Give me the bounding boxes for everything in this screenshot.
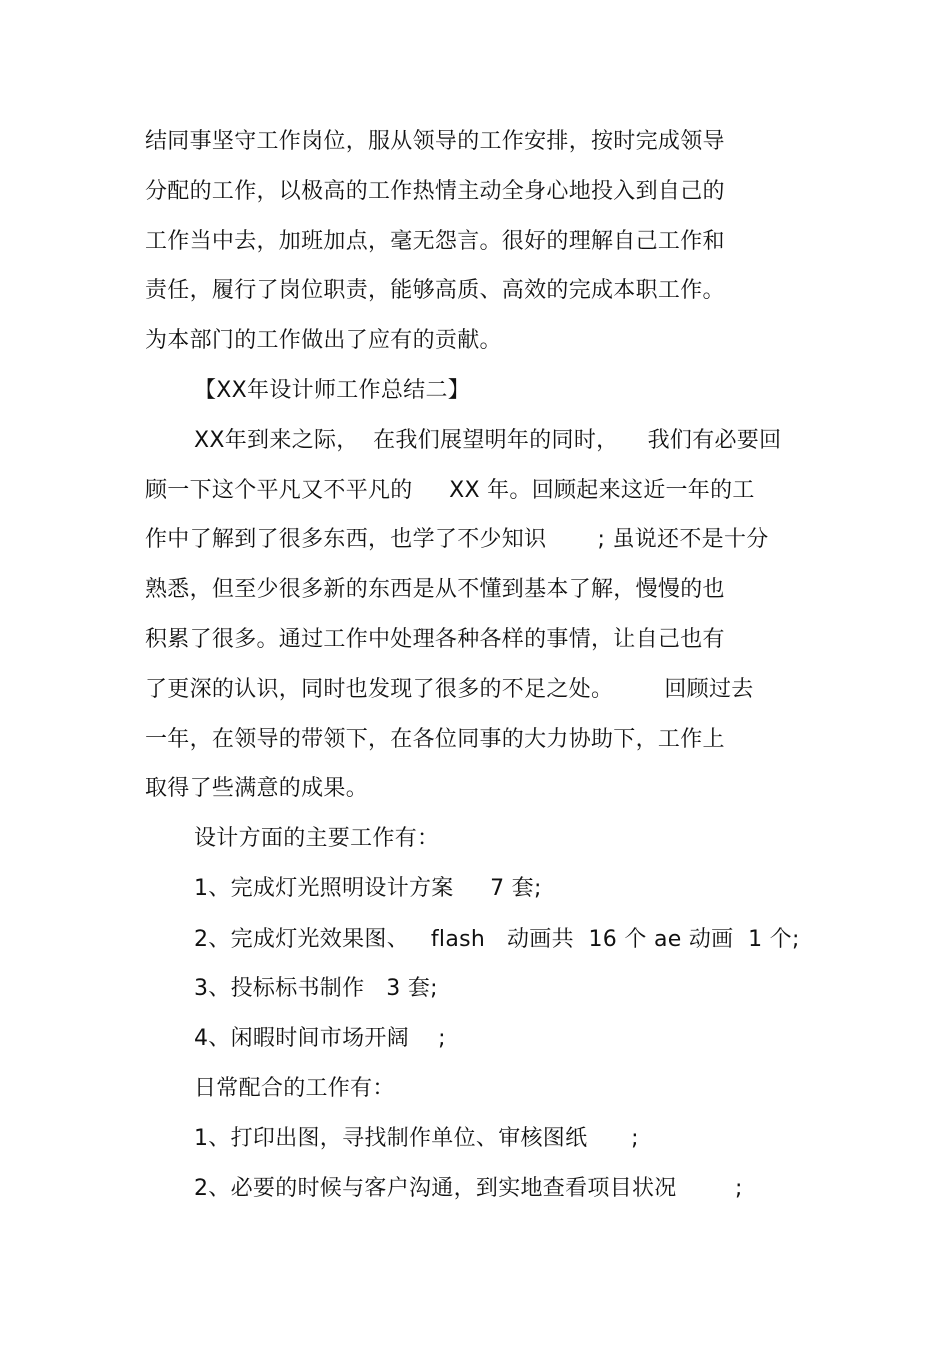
paragraph-line: 了更深的认识，同时也发现了很多的不足之处。 回顾过去 (145, 677, 754, 702)
paragraph-line: 积累了很多。通过工作中处理各种各样的事情，让自己也有 (145, 627, 725, 652)
list-item: 2、必要的时候与客户沟通，到实地查看项目状况 ; (194, 1176, 743, 1201)
list-heading: 设计方面的主要工作有： (194, 826, 440, 851)
list-item: 1、打印出图，寻找制作单位、审核图纸 ; (194, 1126, 639, 1151)
list-item: 1、完成灯光照明设计方案 7 套; (194, 876, 542, 901)
list-item: 4、闲暇时间市场开阔 ; (194, 1026, 446, 1051)
paragraph-line: 一年，在领导的带领下，在各位同事的大力协助下，工作上 (145, 727, 725, 752)
paragraph-line: 作中了解到了很多东西，也学了不少知识 ; 虽说还不是十分 (145, 527, 769, 552)
paragraph-line: 工作当中去，加班加点，毫无怨言。很好的理解自己工作和 (145, 229, 725, 254)
section-heading: 【XX年设计师工作总结二】 (194, 378, 471, 403)
paragraph-line: 分配的工作，以极高的工作热情主动全身心地投入到自己的 (145, 179, 725, 204)
paragraph-line: 取得了些满意的成果。 (145, 776, 369, 801)
list-item: 2、完成灯光效果图、 flash 动画共 16 个 ae 动画 1 个; (194, 927, 800, 952)
paragraph-line: 顾一下这个平凡又不平凡的 XX 年。回顾起来这近一年的工 (145, 478, 755, 503)
list-heading: 日常配合的工作有： (194, 1076, 395, 1101)
list-item: 3、投标标书制作 3 套; (194, 976, 438, 1001)
paragraph-line: 责任，履行了岗位职责，能够高质、高效的完成本职工作。 (145, 278, 725, 303)
paragraph-line: 结同事坚守工作岗位，服从领导的工作安排，按时完成领导 (145, 129, 725, 154)
paragraph-line: XX年到来之际， 在我们展望明年的同时， 我们有必要回 (194, 428, 782, 453)
paragraph-line: 熟悉，但至少很多新的东西是从不懂到基本了解，慢慢的也 (145, 577, 725, 602)
paragraph-line: 为本部门的工作做出了应有的贡献。 (145, 328, 502, 353)
